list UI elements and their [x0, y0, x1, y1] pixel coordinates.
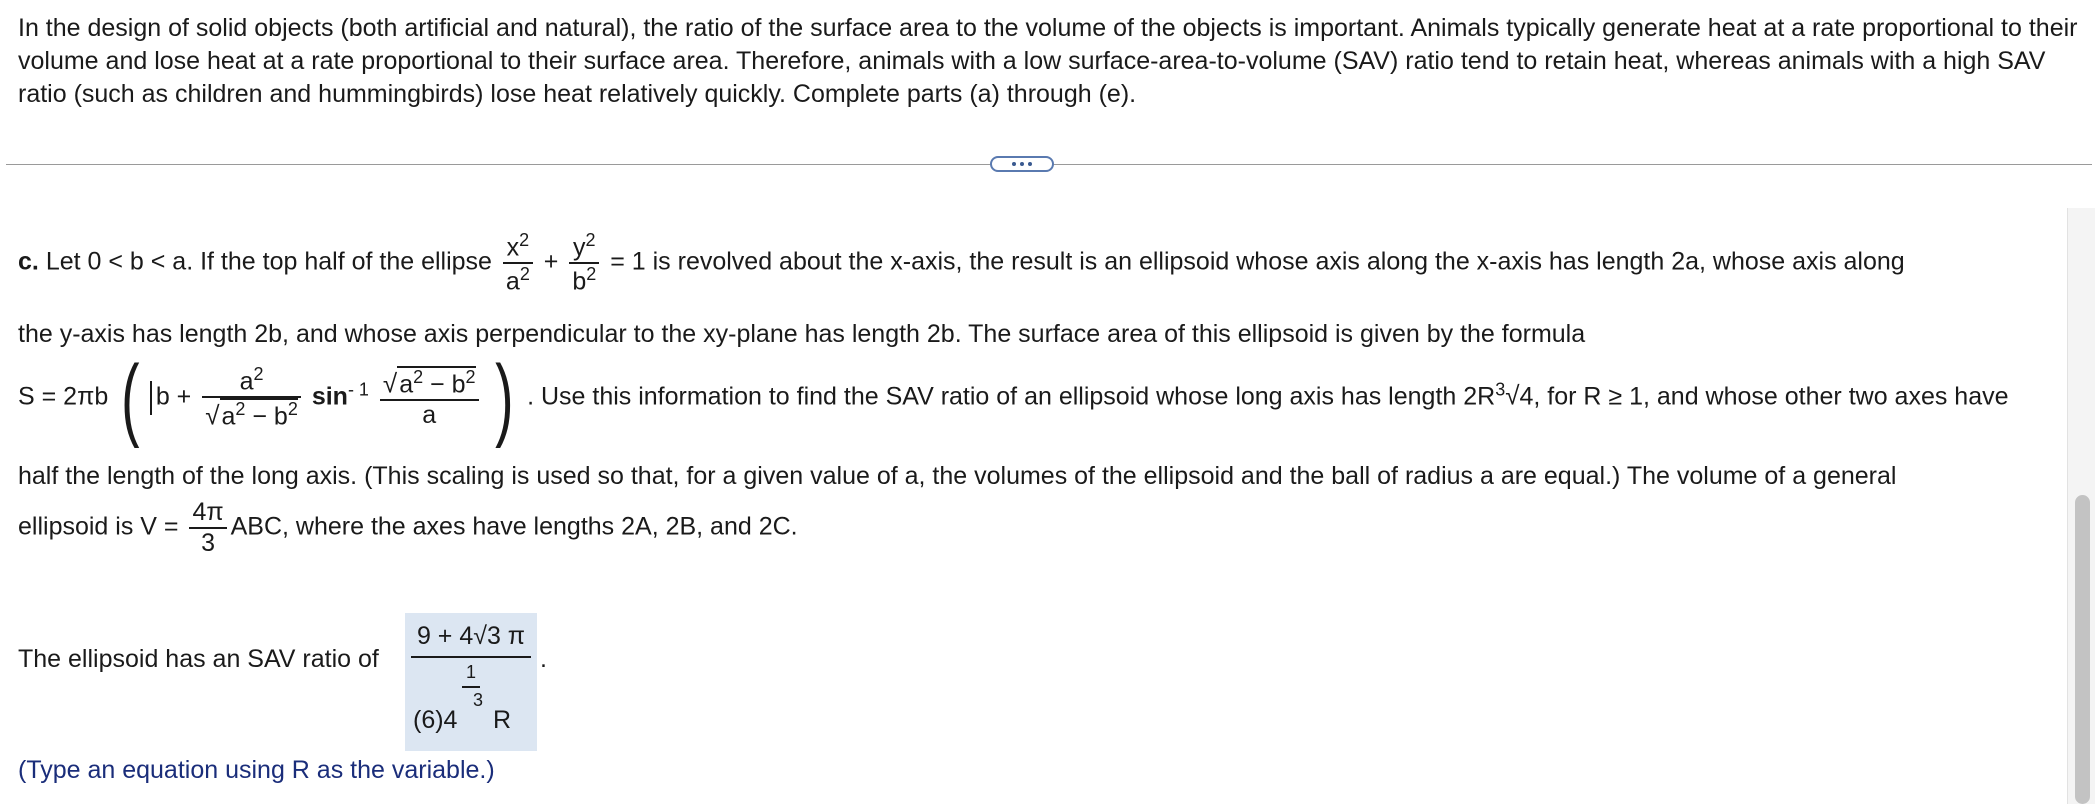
input-hint: (Type an equation using R as the variable.) [18, 756, 495, 784]
denominator-coefficient: (6)4 [413, 706, 458, 734]
formula-b-plus: b + [155, 382, 192, 411]
volume-lead: ellipsoid is V = [18, 512, 179, 541]
formula-lead: S = 2πb [18, 382, 109, 411]
x2-over-a2: $\frac{x^2}{a^2}$ [503, 230, 533, 296]
a2-over-sqrt: $\frac{a^2}{√a^2 - b^2}$ [202, 364, 301, 431]
denominator-variable: R [493, 706, 512, 734]
exponent-bar [462, 686, 480, 688]
answer-prefix: The ellipsoid has an SAV ratio of [18, 645, 379, 673]
part-c-text-1a: Let 0 < b < a. If the top half of the ellipse [45, 247, 492, 276]
sin-label: sin [311, 382, 348, 411]
dot-icon [1028, 162, 1032, 166]
exponent-numerator: 1 [465, 662, 476, 682]
four-pi-over-three: $\frac{4\pi}{3}$ [189, 498, 226, 558]
expand-more-button[interactable] [990, 156, 1054, 172]
surface-area-formula-line: S = 2πb ( b + $\frac{a^2}{√a^2 - b^2}$ $\sin^{- 1}$ $\frac{√a^2 - b^2}{a}$ ) . Use this information to find the SAV ratio of an ellipsoid whose long axis has length $2R^3√4$, for R ≥ 1, and whose other two axes have [18, 347, 2009, 449]
answer-fraction[interactable] [405, 616, 537, 748]
formula-tail-b: 4, for R ≥ 1, and whose other two axes have [1519, 382, 2009, 411]
answer-suffix: . [540, 645, 547, 673]
part-label: c. [18, 247, 39, 276]
volume-tail: ABC, where the axes have lengths 2A, 2B, and 2C. [230, 512, 798, 541]
bracket-bar [150, 381, 152, 415]
answer-denominator [405, 658, 537, 748]
problem-intro: In the design of solid objects (both artificial and natural), the ratio of the surface area to the volume of the objects is important. Animals typically generate heat at a rate proportional to their volume and lose heat at a rate proportional to their surface area. Therefore, animals with a low surface-area-to-volume (SAV) ratio tend to retain heat, whereas animals with a high SAV ratio (such as children and hummingbirds) lose heat relatively quickly. Complete parts (a) through (e). [18, 14, 2078, 108]
exponent-denominator: 3 [472, 690, 483, 710]
formula-tail-a: . Use this information to find the SAV ratio of an ellipsoid whose long axis has length 2R [527, 382, 1496, 411]
y2-over-b2: $\frac{y^2}{b^2}$ [569, 230, 599, 296]
part-c-line-5 [18, 498, 798, 558]
sin-exponent: - 1 [347, 379, 369, 400]
part-c-text-1b: = 1 is revolved about the x-axis, the result is an ellipsoid whose axis along the x-axis has length 2a, whose axis along [610, 247, 1905, 276]
right-paren: ) [495, 347, 514, 449]
sqrt-over-a: $\frac{√a^2 - b^2}{a}$ [380, 366, 479, 430]
answer-numerator: 9 + 4√3 π [416, 622, 526, 650]
part-c-line-4: half the length of the long axis. (This scaling is used so that, for a given value of a, the volumes of the ellipsoid and the ball of radius a are equal.) The volume of a general [18, 462, 1897, 490]
left-paren: ( [121, 347, 140, 449]
part-c-line-1: c. Let 0 < b < a. If the top half of the ellipse $\frac{x^2}{a^2}$ + $\frac{y^2}{b^2}$ = 1 is revolved about the x-axis, the result is an ellipsoid whose axis along the x-axis has length 2a, whose axis along [18, 230, 1905, 296]
answer-line [18, 645, 379, 674]
scrollbar-thumb[interactable] [2075, 495, 2090, 804]
dot-icon [1020, 162, 1024, 166]
part-c-line-2: the y-axis has length 2b, and whose axis perpendicular to the xy-plane has length 2b. The surface area of this ellipsoid is given by the formula [18, 320, 1586, 348]
dot-icon [1012, 162, 1016, 166]
